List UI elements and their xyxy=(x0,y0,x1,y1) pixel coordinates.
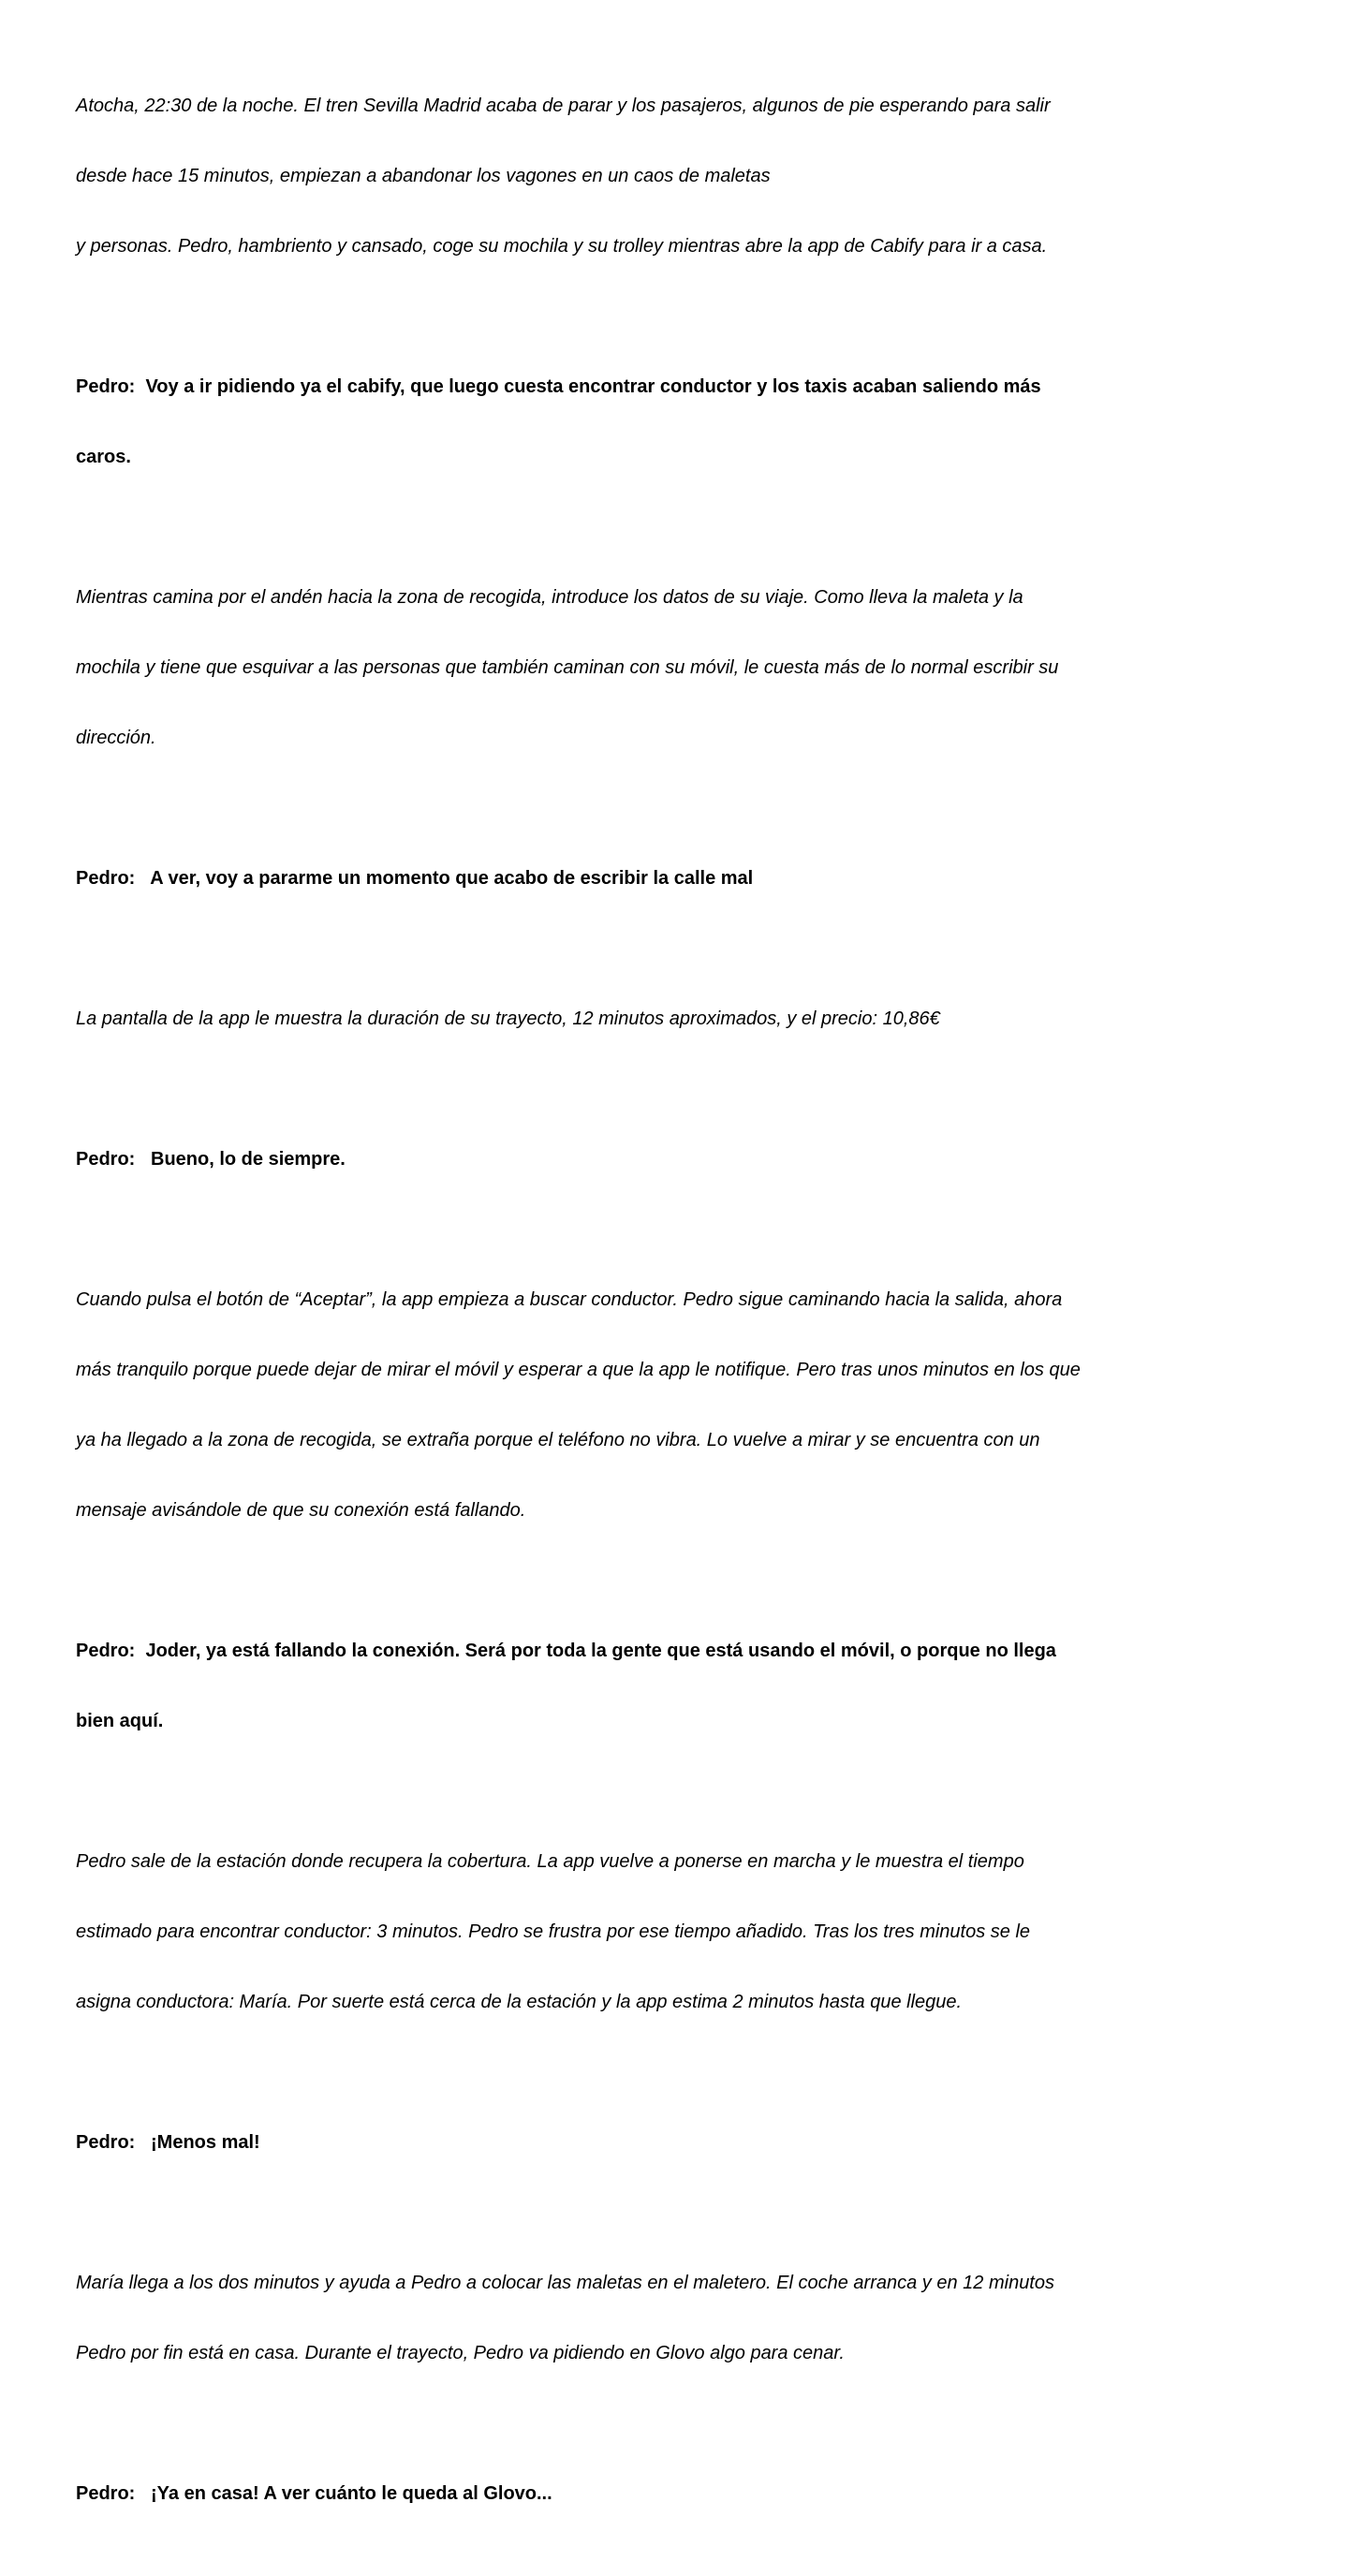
narration-paragraph xyxy=(76,961,1190,1078)
dialogue-paragraph xyxy=(76,1101,1190,1218)
text-line: Pedro por fin está en casa. Durante el trayecto, Pedro va pidiendo en Glovo algo para cenar. xyxy=(76,2343,845,2363)
text-line: ya ha llegado a la zona de recogida, se extraña porque el teléfono no vibra. Lo vuelve a mirar y se encuentra con un xyxy=(76,1430,1040,1450)
text-line: dirección. xyxy=(76,728,156,748)
text-line: Cuando pulsa el botón de “Aceptar”, la app empieza a buscar conductor. Pedro sigue caminando hacia la salida, ahora xyxy=(76,1289,1063,1310)
dialogue-paragraph xyxy=(76,820,1190,937)
text-line: Pedro: Voy a ir pidiendo ya el cabify, que luego cuesta encontrar conductor y los taxis acaban saliendo más xyxy=(76,376,1041,397)
narration-paragraph xyxy=(76,48,1190,305)
text-line: bien aquí. xyxy=(76,1711,164,1731)
document-page xyxy=(76,48,1190,2576)
text-line: estimado para encontrar conductor: 3 minutos. Pedro se frustra por ese tiempo añadido. Tras los tres minutos se le xyxy=(76,1921,1031,1942)
dialogue-paragraph xyxy=(76,329,1190,516)
dialogue-paragraph xyxy=(76,2084,1190,2201)
text-line: La pantalla de la app le muestra la duración de su trayecto, 12 minutos aproximados, y el precio: 10,86€ xyxy=(76,1008,940,1029)
narration-paragraph xyxy=(76,1803,1190,2061)
text-line: Pedro: ¡Menos mal! xyxy=(76,2132,260,2153)
text-line: Pedro: ¡Ya en casa! A ver cuánto le queda al Glovo... xyxy=(76,2483,552,2504)
text-line: desde hace 15 minutos, empiezan a abandonar los vagones en un caos de maletas xyxy=(76,166,771,186)
text-line: mochila y tiene que esquivar a las personas que también caminan con su móvil, le cuesta más de lo normal escribir su xyxy=(76,657,1059,678)
dialogue-paragraph xyxy=(76,1593,1190,1780)
narration-paragraph xyxy=(76,539,1190,797)
text-line: mensaje avisándole de que su conexión está fallando. xyxy=(76,1500,526,1521)
text-line: caros. xyxy=(76,447,131,467)
text-line: María llega a los dos minutos y ayuda a Pedro a colocar las maletas en el maletero. El coche arranca y en 12 minutos xyxy=(76,2273,1054,2293)
text-line: Pedro sale de la estación donde recupera la cobertura. La app vuelve a ponerse en marcha y le muestra el tiempo xyxy=(76,1851,1024,1872)
text-line: y personas. Pedro, hambriento y cansado, coge su mochila y su trolley mientras abre la app de Cabify para ir a casa. xyxy=(76,236,1048,257)
narration-paragraph xyxy=(76,2225,1190,2412)
text-line: Atocha, 22:30 de la noche. El tren Sevilla Madrid acaba de parar y los pasajeros, algunos de pie esperando para salir xyxy=(76,96,1051,116)
text-line: asigna conductora: María. Por suerte está cerca de la estación y la app estima 2 minutos hasta que llegue. xyxy=(76,1992,963,2012)
text-line: Pedro: Joder, ya está fallando la conexión. Será por toda la gente que está usando el móvil, o porque no llega xyxy=(76,1641,1056,1661)
dialogue-paragraph xyxy=(76,2436,1190,2553)
text-line: Pedro: A ver, voy a pararme un momento que acabo de escribir la calle mal xyxy=(76,868,754,889)
text-line: Pedro: Bueno, lo de siempre. xyxy=(76,1149,346,1170)
narration-paragraph xyxy=(76,1242,1190,1569)
text-line: Mientras camina por el andén hacia la zona de recogida, introduce los datos de su viaje. Como lleva la maleta y la xyxy=(76,587,1023,608)
text-line: más tranquilo porque puede dejar de mirar el móvil y esperar a que la app le notifique. Pero tras unos minutos en los que xyxy=(76,1360,1081,1380)
